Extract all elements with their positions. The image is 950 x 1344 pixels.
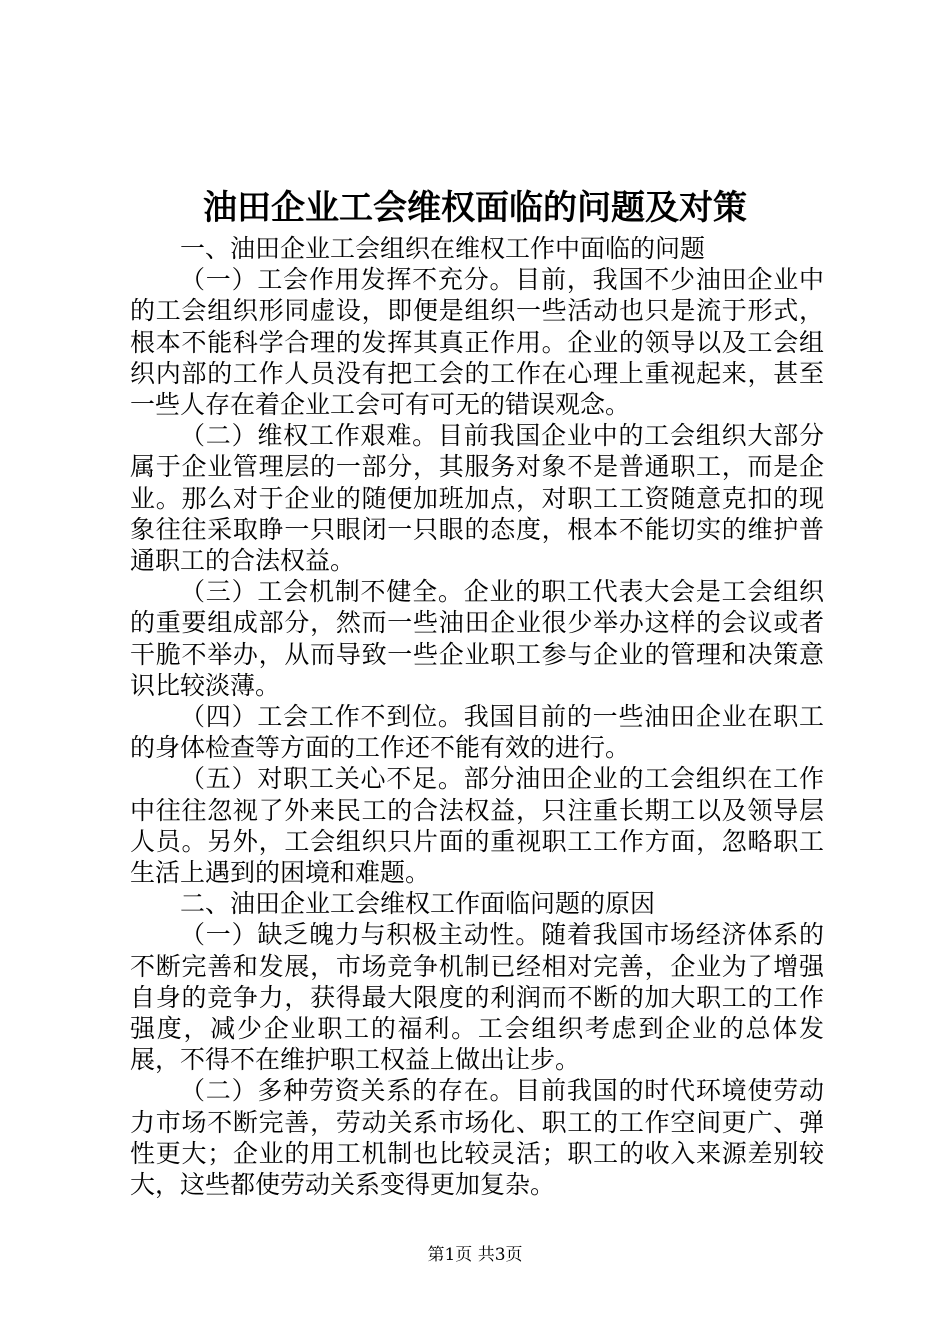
paragraph: （四）工会工作不到位。我国目前的一些油田企业在职工的身体检查等方面的工作还不能有效的进行。 <box>130 702 824 763</box>
section-heading-1: 一、油田企业工会组织在维权工作中面临的问题 <box>180 234 706 263</box>
paragraph: （二）多种劳资关系的存在。目前我国的时代环境使劳动力市场不断完善，劳动关系市场化、职工的工作空间更广、弹性更大；企业的用工机制也比较灵活；职工的收入来源差别较大，这些都使劳动关系变得更加复杂。 <box>130 1076 824 1200</box>
paragraph: （一）缺乏魄力与积极主动性。随着我国市场经济体系的不断完善和发展，市场竞争机制已经相对完善，企业为了增强自身的竞争力，获得最大限度的利润而不断的加大职工的工作强度，减少企业职工的福利。工会组织考虑到企业的总体发展，不得不在维护职工权益上做出让步。 <box>130 920 824 1075</box>
section-heading-2: 二、油田企业工会维权工作面临问题的原因 <box>180 889 656 919</box>
document-title: 油田企业工会维权面临的问题及对策 <box>203 188 747 228</box>
document-body <box>130 233 824 1200</box>
paragraph: （一）工会作用发挥不充分。目前，我国不少油田企业中的工会组织形同虚设，即便是组织一些活动也只是流于形式，根本不能科学合理的发挥其真正作用。企业的领导以及工会组织内部的工作人员没有把工会的工作在心理上重视起来，甚至一些人存在着企业工会可有可无的错误观念。 <box>130 265 824 420</box>
paragraph: （五）对职工关心不足。部分油田企业的工会组织在工作中往往忽视了外来民工的合法权益，只注重长期工以及领导层人员。另外，工会组织只片面的重视职工工作方面，忽略职工生活上遇到的困境和难题。 <box>130 764 824 888</box>
page-footer: 第1页 共3页 <box>427 1245 523 1265</box>
paragraph: （二）维权工作艰难。目前我国企业中的工会组织大部分属于企业管理层的一部分，其服务对象不是普通职工，而是企业。那么对于企业的随便加班加点，对职工工资随意克扣的现象往往采取睁一只眼闭一只眼的态度，根本不能切实的维护普通职工的合法权益。 <box>130 421 824 576</box>
paragraph: （三）工会机制不健全。企业的职工代表大会是工会组织的重要组成部分，然而一些油田企业很少举办这样的会议或者干脆不举办，从而导致一些企业职工参与企业的管理和决策意识比较淡薄。 <box>130 577 824 700</box>
